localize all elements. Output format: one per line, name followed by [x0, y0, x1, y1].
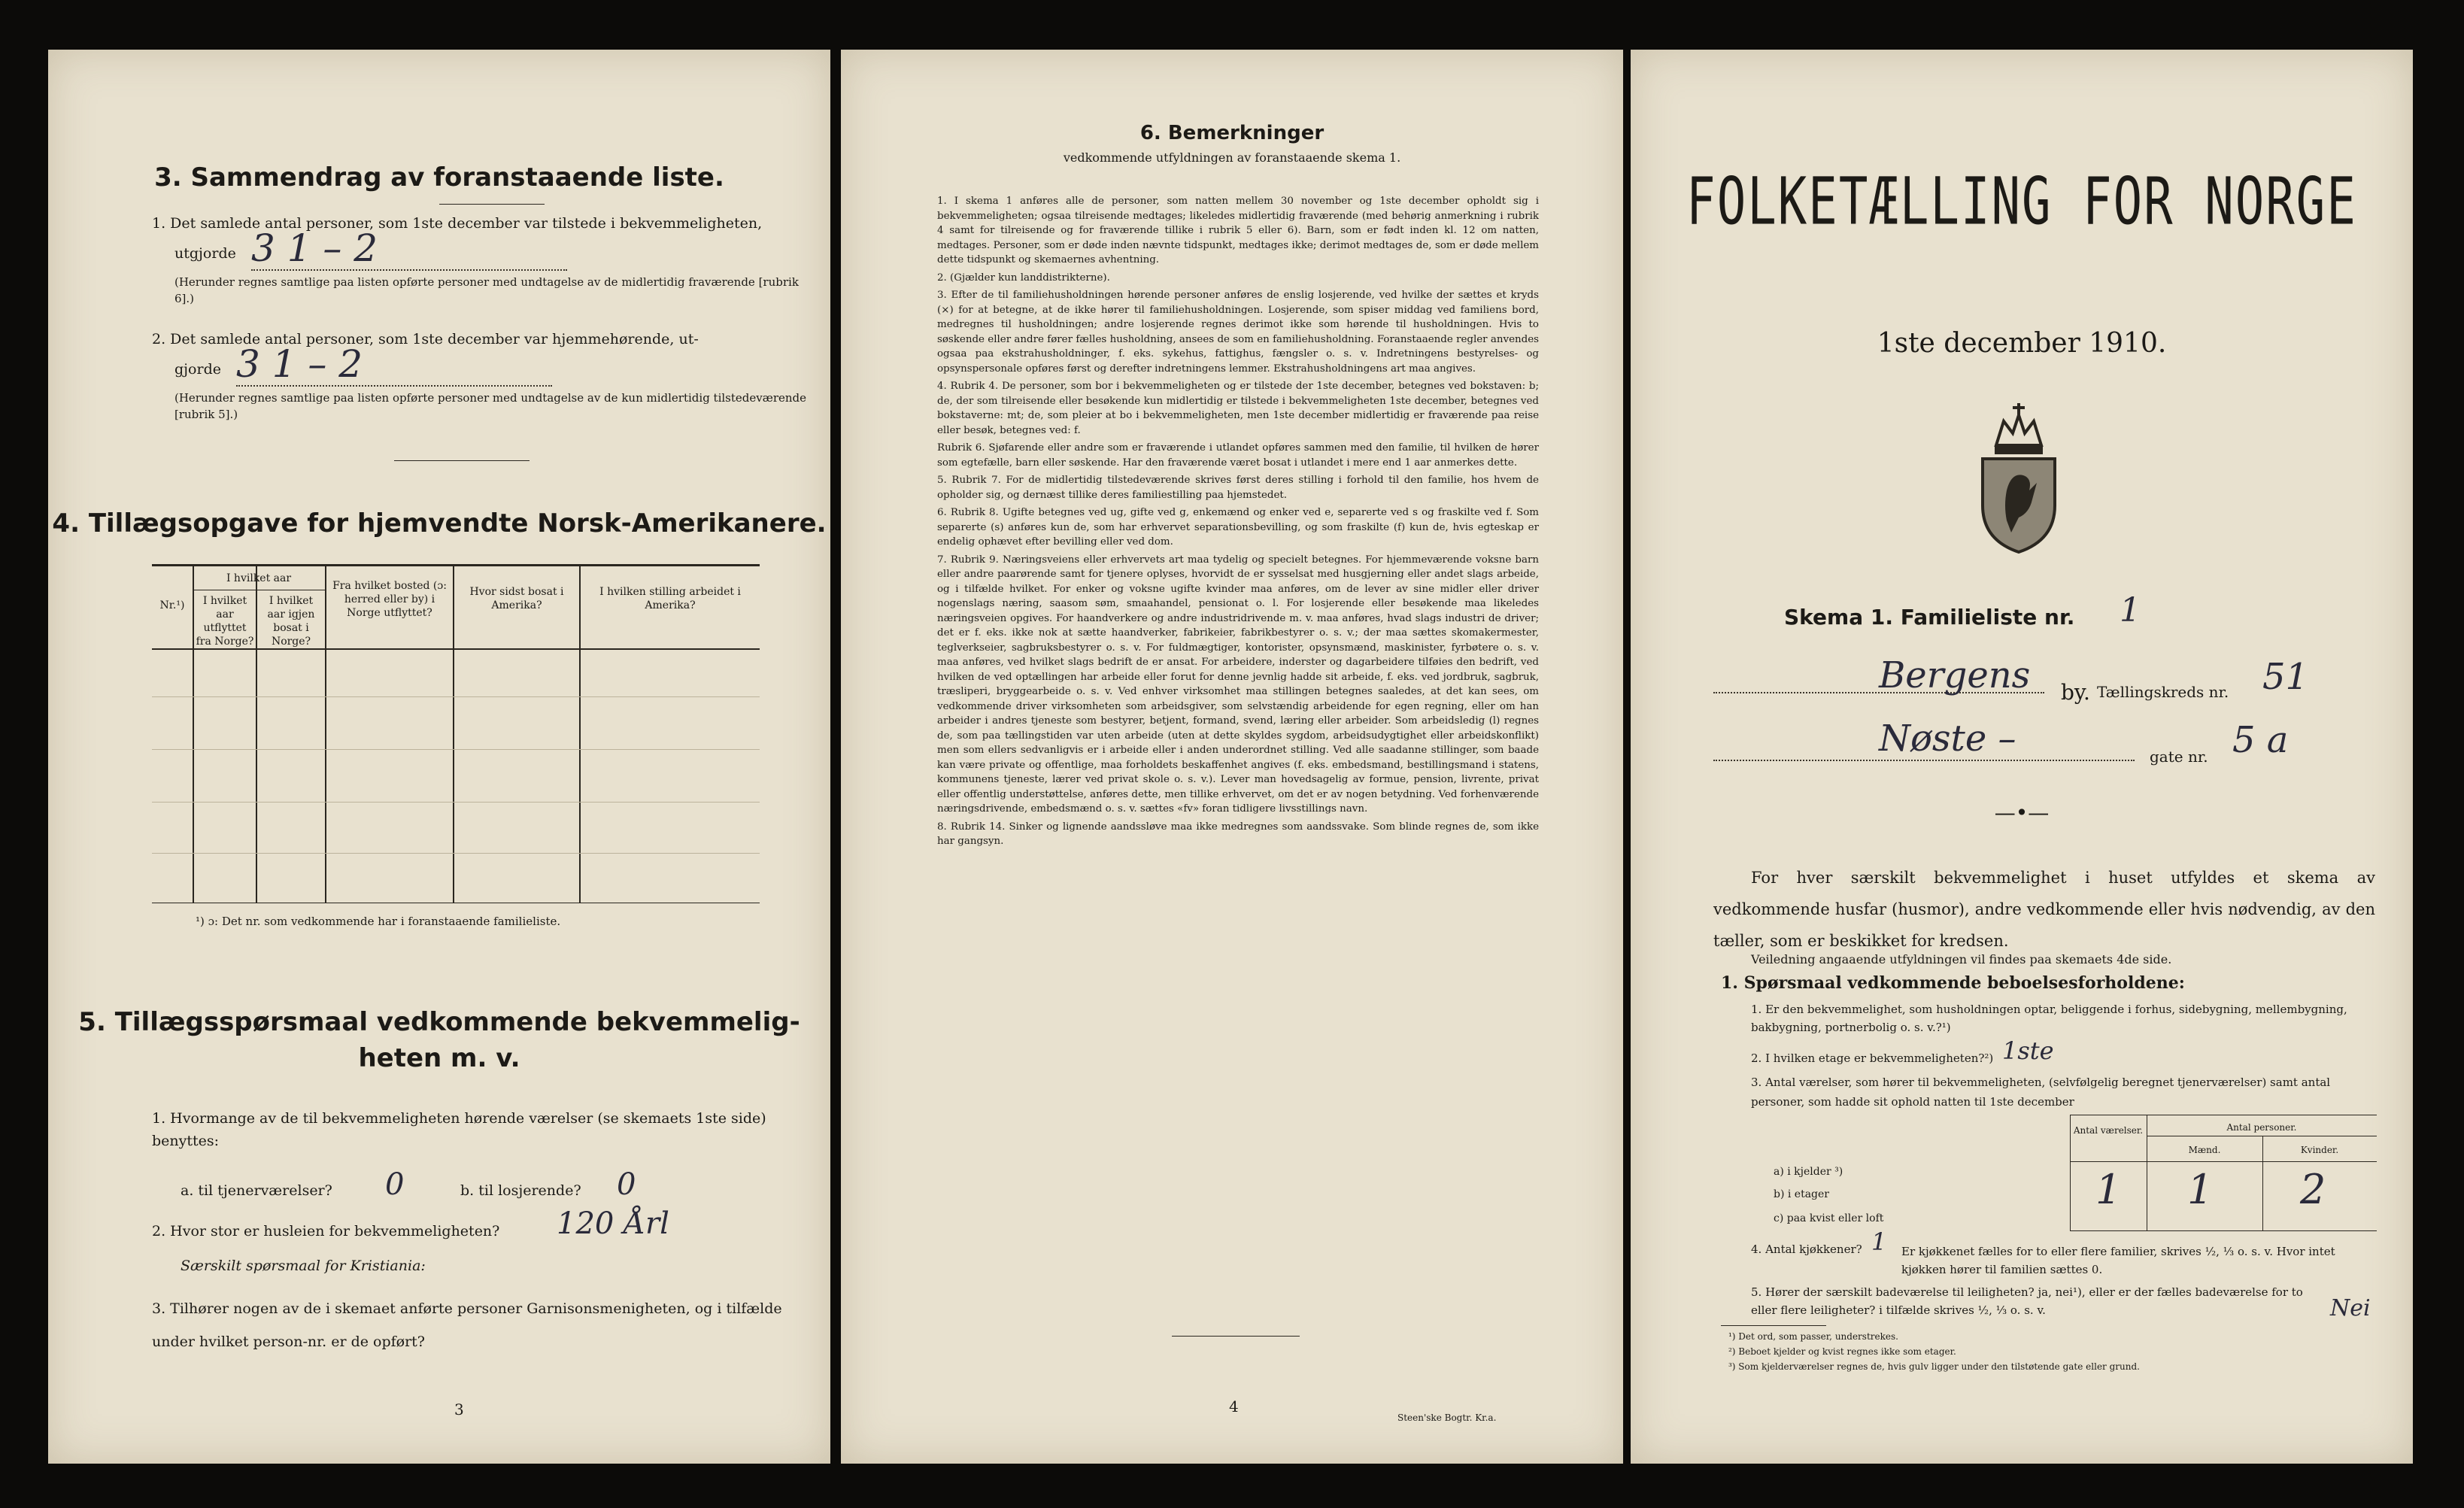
gate-label: gate nr.	[2150, 748, 2208, 766]
tbl-rule	[2070, 1230, 2377, 1231]
table-head-rule	[152, 648, 760, 650]
city-label: by.	[2061, 680, 2090, 705]
remark: Rubrik 6. Sjøfarende eller andre som er fraværende i utlandet opføres sammen med den familie, til hvilken de hører som egtefælle, barn eller søskende. Har den fraværende været bosat i utlandet i mere end 1 aar anmerkes dette.	[937, 442, 1539, 469]
page-number: 4	[1229, 1397, 1239, 1415]
col-line	[453, 566, 454, 903]
city-answer: Bergens	[1879, 654, 2031, 696]
page-3	[48, 50, 830, 1464]
s5-q1: 1. Hvormange av de til bekvemmeligheten hørende værelser (se skemaets 1ste side) benyttes:	[152, 1110, 766, 1149]
divider	[1172, 1336, 1300, 1337]
coat-of-arms-icon	[1974, 400, 2064, 555]
tbl-answer-rooms: 1	[2095, 1166, 2122, 1213]
street-answer: Nøste –	[1879, 718, 2016, 760]
s5-q1a-answer: 0	[385, 1167, 405, 1202]
schema-label: Skema 1. Familieliste nr.	[1784, 605, 2075, 630]
remarks-list	[937, 194, 1539, 852]
s5-q2-answer: 120 Årl	[557, 1206, 669, 1241]
table-top-rule	[152, 564, 760, 566]
s3-q1-answer: 3 1 – 2	[251, 227, 567, 271]
remark: 5. Rubrik 7. For de midlertidig tilstedeværende skrives først deres stilling i forhold til den familie, hos hvem de opholder sig, og dernæst tillike deres familiestilling paa hjemstedet.	[937, 475, 1539, 501]
section-4-title: 4. Tillægsopgave for hjemvendte Norsk-Amerikanere.	[52, 508, 827, 539]
q1-4-rest: Er kjøkkenet fælles for to eller flere familier, skrives ½, ⅓ o. s. v. Hvor intet kjøkken hører til familien sættes 0.	[1901, 1245, 2335, 1276]
s5-q1b-answer: 0	[617, 1167, 636, 1202]
table-header: Hvor sidst bosat i Amerika?	[469, 586, 564, 611]
q1-1: 1. Er den bekvemmelighet, som husholdningen optar, beliggende i forhus, sidebygning, mellembygning, bakbygning, portnerbolig o. s. v.?¹)	[1751, 1003, 2347, 1034]
tbl-header-men: Mænd.	[2188, 1145, 2221, 1155]
q1-3: 3. Antal værelser, som hører til bekvemmeligheten, (selvfølgelig beregnet tjenerværelser) samt antal personer, som hadde sit ophold natten til 1ste december	[1751, 1076, 2331, 1109]
intro-text: For hver særskilt bekvemmelighet i huset utfyldes et skema av vedkommende husfar (husmor), andre vedkommende eller hvis nødvendig, av den tæller, som er beskikket for kredsen.	[1713, 869, 2375, 950]
tbl-line	[2262, 1136, 2263, 1230]
q1-5: 5. Hører der særskilt badeværelse til leiligheten? ja, nei¹), eller er der fælles badeværelse for to eller flere leiligheter? i tilfælde skrives ½, ⅓ o. s. v.	[1751, 1285, 2303, 1317]
row-line	[152, 853, 760, 854]
page-number: 3	[454, 1400, 464, 1418]
tbl-row-label: a) i kjelder ³)	[1774, 1166, 1843, 1178]
tbl-line	[2070, 1115, 2071, 1230]
census-date: 1ste december 1910.	[1877, 328, 2167, 359]
footnote-3: ³) Som kjelderværelser regnes de, hvis gulv ligger under den tilstøtende gate eller grund.	[1728, 1361, 2140, 1372]
census-title: FOLKETÆLLING FOR NORGE	[1686, 165, 2357, 240]
tbl-rule	[2070, 1161, 2377, 1162]
krets-answer: 51	[2262, 656, 2309, 698]
s3-q2-answer: 3 1 – 2	[236, 343, 552, 387]
q1-2-answer: 1ste	[2002, 1036, 2054, 1065]
q1-title: 1. Spørsmaal vedkommende beboelsesforholdene:	[1721, 973, 2185, 993]
printer-mark: Steen'ske Bogtr. Kr.a.	[1397, 1412, 1497, 1423]
col-line	[579, 566, 581, 903]
q1-4-answer: 1	[1871, 1227, 1887, 1256]
familieliste-nr: 1	[2120, 591, 2141, 630]
q1-5-answer: Nei	[2330, 1295, 2371, 1321]
s3-q1-prefix: utgjorde	[174, 245, 236, 262]
title-page	[1631, 50, 2413, 1464]
s5-q1a: a. til tjenerværelser?	[181, 1182, 332, 1199]
section-5-title-2: heten m. v.	[358, 1043, 520, 1073]
q1-4: 4. Antal kjøkkener?	[1751, 1243, 1862, 1256]
section-3-title: 3. Sammendrag av foranstaaende liste.	[154, 162, 724, 193]
tbl-header-rooms: Antal værelser.	[2073, 1125, 2144, 1136]
ornament: —•—	[1994, 800, 2050, 825]
remark: 3. Efter de til familiehusholdningen hørende personer anføres de enslig losjerende, ved hvilke der sættes et kryds (×) for at betegne, at de ikke hører til familiehusholdningen. Losjerende, som spiser middag ved familiens bord, medregnes til husholdningen; andre losjerende regnes derimot ikke som hørende til husholdningen. Hvis to søskende eller andre fører fælles husholdning, ansees de som en familiehusholdning. Foranstaaende regler anvendes ogsaa paa ekstrahusholdninger, f. eks. sykehus, fattighus, fængsler o. s. v. Indretningens bestyrelses- og opsynspersonale opføres først og derefter indretningens lemmer. Ekstrahusholdningens art maa angives.	[937, 290, 1539, 375]
tbl-row-label: c) paa kvist eller loft	[1774, 1212, 1884, 1224]
col-line	[256, 566, 257, 903]
gate-answer: 5 a	[2232, 719, 2289, 761]
section-5-title: 5. Tillægsspørsmaal vedkommende bekvemmelig-	[78, 1007, 800, 1037]
s5-q2: 2. Hvor stor er husleien for bekvemmeligheten?	[152, 1223, 500, 1239]
tbl-answer-women: 2	[2300, 1166, 2326, 1213]
table-header: I hvilken stilling arbeidet i Amerika?	[599, 586, 741, 611]
row-line	[152, 802, 760, 803]
s5-q3: 3. Tilhører nogen av de i skemaet anførte personer Garnisonsmenigheten, og i tilfælde under hvilket person-nr. er de opført?	[152, 1300, 782, 1350]
remark: 6. Rubrik 8. Ugifte betegnes ved ug, gifte ved g, enkemænd og enker ved e, separerte ved s og fraskilte ved f. Som separerte (s) anføres kun de, som har erhvervet separationsbevilling, og som fraskilte (f) kun de, hvis egteskap er endelig ophævet efter bevilling eller ved dom.	[937, 507, 1539, 548]
s3-q1-note: (Herunder regnes samtlige paa listen opførte personer med undtagelse av de midlertidig fraværende [rubrik 6].)	[174, 275, 799, 305]
tbl-header-persons: Antal personer.	[2226, 1122, 2297, 1133]
s3-q2-note: (Herunder regnes samtlige paa listen opførte personer med undtagelse av de kun midlertidig tilstedeværende [rubrik 5].)	[174, 391, 807, 421]
tbl-answer-men: 1	[2187, 1166, 2214, 1213]
tbl-header-women: Kvinder.	[2300, 1145, 2339, 1155]
table-group-header: I hvilket aar	[226, 572, 292, 584]
remark: 8. Rubrik 14. Sinker og lignende aandssløve maa ikke medregnes som aandssvake. Som blinde regnes de, som ikke har gangsyn.	[937, 821, 1539, 847]
s3-q2: 2. Det samlede antal personer, som 1ste december var hjemmehørende, ut-	[152, 331, 699, 347]
guide-text: Veiledning angaaende utfyldningen vil findes paa skemaets 4de side.	[1751, 952, 2172, 966]
footnote-2: ²) Beboet kjelder og kvist regnes ikke som etager.	[1728, 1346, 1956, 1357]
page-4	[841, 50, 1623, 1464]
s5-special: Særskilt spørsmaal for Kristiania:	[181, 1258, 426, 1274]
s5-q1b: b. til losjerende?	[460, 1182, 581, 1199]
s4-footnote: ¹) ɔ: Det nr. som vedkommende har i foranstaaende familieliste.	[196, 915, 561, 928]
remarks-subtitle: vedkommende utfyldningen av foranstaaende skema 1.	[1063, 150, 1401, 165]
table-header: Fra hvilket bosted (ɔ: herred eller by) i Norge utflyttet?	[332, 580, 447, 619]
divider	[439, 204, 545, 205]
q1-2: 2. I hvilken etage er bekvemmeligheten?²)	[1751, 1051, 1994, 1065]
col-line	[325, 566, 326, 903]
footnote-rule	[1721, 1325, 1826, 1326]
remark: 1. I skema 1 anføres alle de personer, som natten mellem 30 november og 1ste december opholdt sig i bekvemmeligheten; ogsaa tilreisende medtages; likeledes midlertidig fraværende (med behørig anmerkning i rubrik 4 samt for tilreisende og for fraværende tillike i rubrik 5 eller 6). Barn, som er født inden kl. 12 om natten, medtages. Personer, som er døde inden nævnte tidspunkt, medtages ikke; derimot medtages de, som er døde mellem dette tidspunkt og skemaernes avhentning.	[937, 196, 1539, 265]
row-line	[152, 696, 760, 697]
footnote-1: ¹) Det ord, som passer, understrekes.	[1728, 1331, 1898, 1342]
tbl-row-label: b) i etager	[1774, 1188, 1829, 1200]
divider	[394, 460, 530, 461]
s3-q1: 1. Det samlede antal personer, som 1ste december var tilstede i bekvemmeligheten,	[152, 215, 763, 232]
col-line	[193, 566, 194, 903]
remark: 2. (Gjælder kun landdistrikterne).	[937, 272, 1110, 284]
table-header: I hvilket aar utflyttet fra Norge?	[196, 595, 254, 648]
remark: 4. Rubrik 4. De personer, som bor i bekvemmeligheten og er tilstede der 1ste december, betegnes ved bokstaven: b; de, der som tilreisende eller besøkende kun midlertidig er tilstede i bekvemmeligheten 1ste december, betegnes ved bokstaverne: mt; de, som pleier at bo i bekvemmeligheten, men 1ste december midlertidig er fraværende paa reise eller besøk, betegnes ved: f.	[937, 381, 1539, 436]
remark: 7. Rubrik 9. Næringsveiens eller erhvervets art maa tydelig og specielt betegnes. For hjemmeværende voksne barn eller andre paarørende samt for tjenere oplyses, hvorvidt de er sysselsat med husgjerning eller andet slags arbeide, og i tilfælde hvilket. For enker og voksne ugifte kvinder maa anføres, om de lever av sine midler eller driver nogenslags næring, saasom søm, smaahandel, pensionat o. l. For losjerende eller besøkende maa likeledes næringsveien opgives. For haandverkere og andre industridrivende m. v. maa anføres, hvad slags industri de driver; det er f. eks. ikke nok at sætte haandverker, fabrikeier, fabrikbestyrer o. s. v.; der maa sættes skomakermester, teglverkseier, sagbruksbestyrer o. s. v. For fuldmægtiger, kontorister, opsynsmænd, maskinister, fyrbøtere o. s. v. maa anføres, ved hvilket slags bedrift de er ansat. For arbeidere, inderster og dagarbeidere tilføies den bedrift, ved hvilken de ved optællingen har arbeide eller forut for denne jevnlig hadde sit arbeide, f. eks. ved jordbruk, sagbruk, træsliperi, bryggearbeide o. s. v. Ved enhver virksomhet maa stillingen betegnes saaledes, at det kan sees, om vedkommende driver virksomheten som arbeidsgiver, som selvstændig arbeidende for egen regning, eller om han arbeider i andres tjeneste som bestyrer, betjent, formand, svend, læring eller arbeider. Som arbeidsledig (l) regnes de, som paa tællingstiden var uten arbeide (uten at dette skyldes sygdom, arbeidsudygtighet eller arbeidskonflikt) men som ellers sedvanligvis er i arbeide eller i anden underordnet stilling. Ved alle saadanne stillinger, som baade kan være private og offentlige, maa forholdets beskaffenhet angives (f. eks. embedsmand, bestillingsmand i statens, kommunens tjeneste, lærer ved privat skole o. s. v.). Lever man hovedsagelig av formue, pension, livrente, privat eller offentlig understøttelse, anføres dette, men tillike erhvervet, om det er av nogen betydning. Ved forhenværende næringsdrivende, embedsmænd o. s. v. sættes «fv» foran tidligere livsstillings navn.	[937, 554, 1539, 815]
table-header: I hvilket aar igjen bosat i Norge?	[267, 595, 315, 648]
row-line	[152, 749, 760, 750]
table-header: Nr.¹)	[159, 599, 185, 611]
krets-label: Tællingskreds nr.	[2097, 683, 2229, 701]
remarks-title: 6. Bemerkninger	[1139, 122, 1325, 144]
s3-q2-prefix: gjorde	[174, 361, 221, 378]
